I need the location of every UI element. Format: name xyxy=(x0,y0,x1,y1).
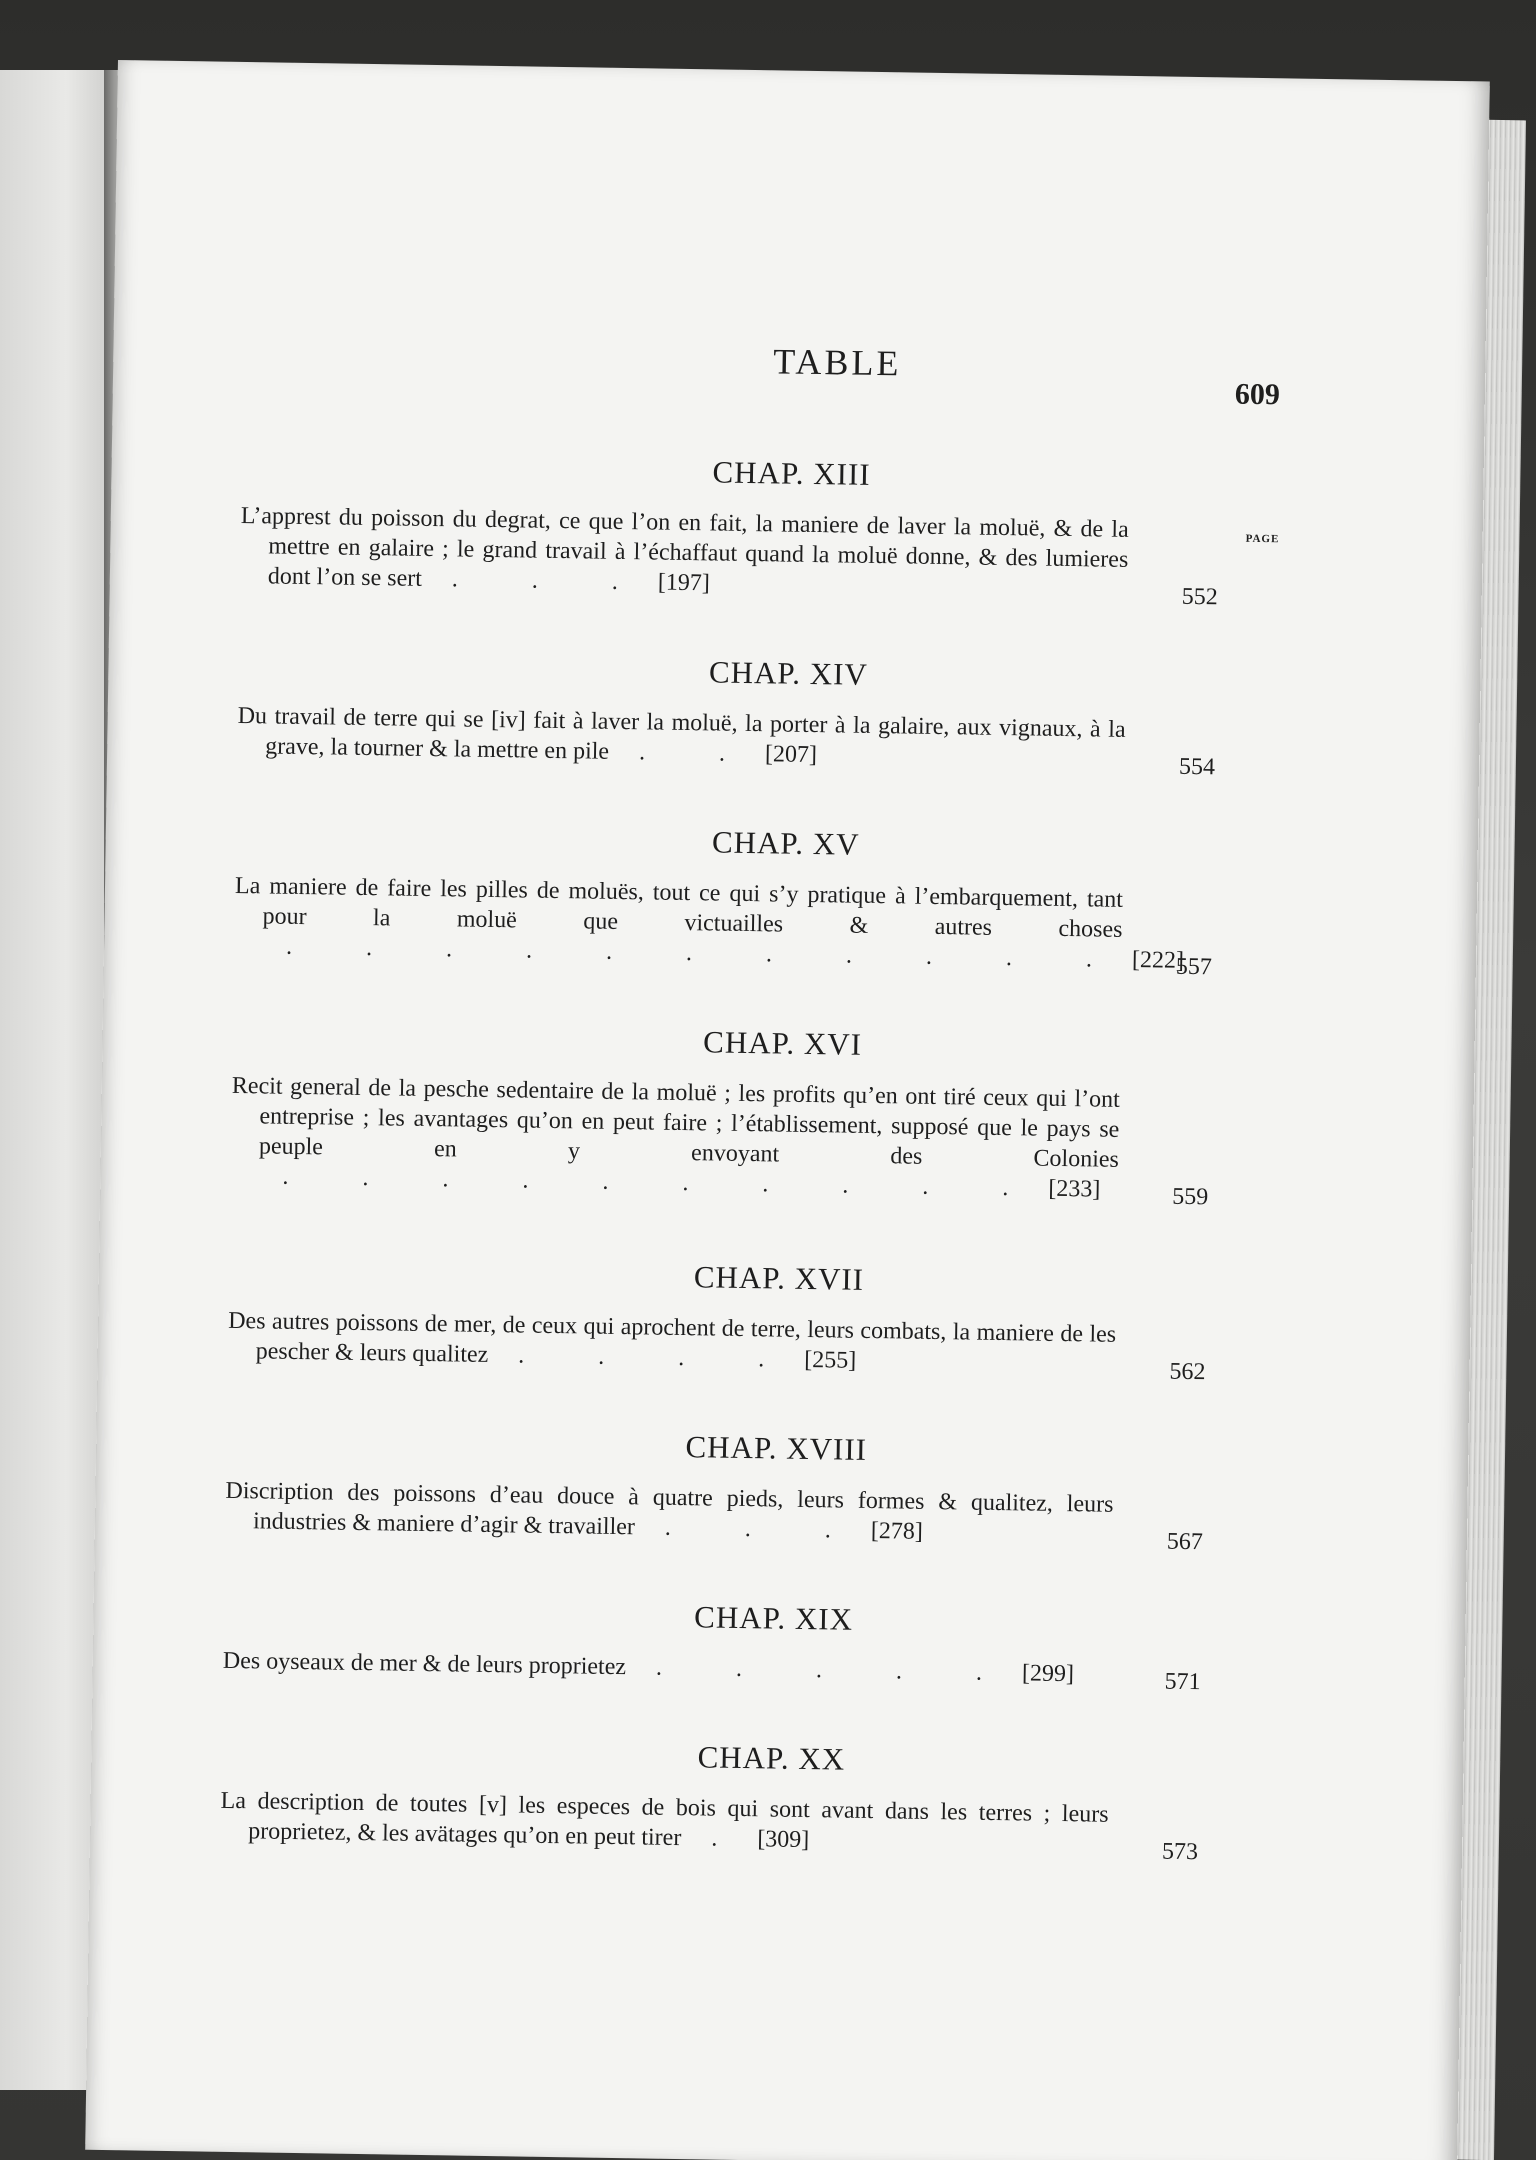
leader-dots: . . . xyxy=(451,566,653,596)
leader-dots: . . . xyxy=(664,1514,866,1544)
leader-dots: . xyxy=(711,1825,752,1853)
entry-page-number: 552 xyxy=(1181,583,1218,611)
entry-page-number: 554 xyxy=(1178,753,1216,781)
entry-text: Recit general de la pesche sedentaire de la moluë ; les profits qu’en ont tiré ceux qui l’ont entreprise ; les avantages qu’on en peut faire ; l’établissement, supposé que le pays se peuple en y envoyant des Colonies xyxy=(231,1072,1120,1173)
original-page-ref: [255] xyxy=(804,1346,857,1374)
entry-text: La description de toutes [v] les especes de bois qui sont avant dans les terres ; leurs proprietez, & les avätages qu’on en peut tirer xyxy=(220,1787,1109,1852)
entry-page-number: 573 xyxy=(1161,1838,1199,1866)
book-page xyxy=(85,60,1490,2160)
chapter-xix xyxy=(222,1592,1264,1696)
chapter-entry xyxy=(237,701,1216,781)
chapter-title: CHAP. XVIII xyxy=(685,1429,868,1467)
leader-dots: . . . . . . . . . . . xyxy=(285,933,1127,973)
entry-page-number: 557 xyxy=(1175,953,1213,981)
entry-page-number: 567 xyxy=(1166,1528,1204,1556)
chapter-title: CHAP. XVI xyxy=(702,1024,863,1062)
entry-text: Des oyseaux de mer & de leurs proprietez xyxy=(222,1647,627,1681)
chapter-title: CHAP. XV xyxy=(711,824,860,862)
chapter-entry xyxy=(240,501,1218,611)
chapter-xiv xyxy=(237,647,1279,781)
chapter-xvii xyxy=(228,1252,1270,1386)
leader-dots: . . . . . . . . . . xyxy=(282,1163,1043,1202)
original-page-ref: [207] xyxy=(764,741,818,769)
table-of-contents xyxy=(220,272,1281,1866)
page-title: TABLE xyxy=(773,341,902,384)
entry-text: L’apprest du poisson du degrat, ce que l’on en fait, la maniere de laver la moluë, & de la mettre en galaire ; le grand travail à l’échaffaut quand la moluë donne, & des lumieres dont l’on se sert xyxy=(240,502,1129,592)
leader-dots: . . . . . xyxy=(655,1654,1017,1687)
chapter-title: CHAP. XIV xyxy=(708,654,869,692)
chapter-entry xyxy=(234,871,1213,981)
entry-page-number: 559 xyxy=(1172,1183,1209,1211)
original-page-ref: [222] xyxy=(1131,947,1185,974)
page-number: 609 xyxy=(1234,377,1281,412)
entry-text: Des autres poissons de mer, de ceux qui aprochent de terre, leurs combats, la maniere de les pescher & leurs qualitez xyxy=(228,1307,1117,1368)
leader-dots: . . xyxy=(638,739,760,768)
chapter-title: CHAP. XVII xyxy=(693,1259,865,1297)
original-page-ref: [299] xyxy=(1021,1660,1075,1688)
original-page-ref: [309] xyxy=(757,1826,810,1854)
original-page-ref: [197] xyxy=(657,569,711,597)
entry-page-number: 562 xyxy=(1169,1358,1206,1386)
entry-text: La maniere de faire les pilles de moluës, tout ce qui s’y pratique à l’embarquement, tant pour la moluë que victuailles & autres choses xyxy=(234,872,1124,943)
chapter-xviii xyxy=(225,1422,1267,1556)
entry-text: Discription des poissons d’eau douce à quatre pieds, leurs formes & qualitez, leurs industries & maniere d’agir & travailler xyxy=(225,1477,1114,1541)
leader-dots: . . . . xyxy=(518,1342,799,1373)
chapter-title: CHAP. XIX xyxy=(693,1599,854,1637)
entry-page-number: 571 xyxy=(1164,1668,1201,1696)
page-column-label: PAGE xyxy=(1245,532,1280,546)
chapter-title: CHAP. XIII xyxy=(712,454,871,492)
chapter-entry xyxy=(230,1071,1209,1211)
chapter-xvi xyxy=(230,1017,1273,1211)
chapter-entry xyxy=(222,1646,1201,1696)
entry-text: Du travail de terre qui se [iv] fait à laver la moluë, la porter à la galaire, aux vignaux, à la grave, la tourner & la mettre en pile xyxy=(237,702,1126,765)
original-page-ref: [233] xyxy=(1048,1175,1101,1203)
chapter-xiii xyxy=(240,447,1282,611)
chapter-xx xyxy=(220,1732,1262,1866)
chapter-title: CHAP. XX xyxy=(697,1739,846,1777)
chapter-entry xyxy=(225,1476,1204,1556)
original-page-ref: [278] xyxy=(870,1518,924,1545)
chapter-entry xyxy=(228,1306,1206,1386)
chapter-entry xyxy=(220,1786,1199,1866)
chapter-xv xyxy=(234,817,1276,981)
